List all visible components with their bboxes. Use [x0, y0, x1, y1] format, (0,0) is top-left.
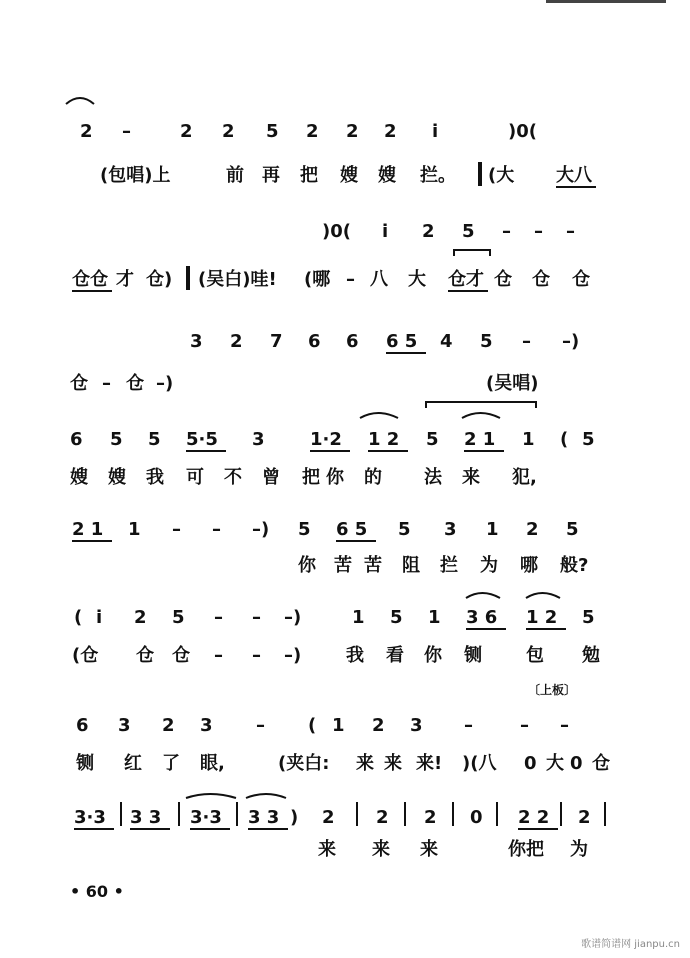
notation-token: (夹白:: [278, 753, 330, 774]
underline-beam: [248, 828, 288, 830]
notation-token: 你: [298, 555, 316, 576]
notation-token: –): [284, 607, 302, 628]
notation-token: 2 2: [518, 807, 550, 828]
notation-token: 嫂: [340, 165, 358, 186]
repeat-barline: [478, 162, 482, 186]
notation-token: 来: [356, 753, 374, 774]
notation-token: –: [346, 269, 355, 290]
underline-beam: [186, 450, 226, 452]
notation-token: –): [252, 519, 270, 540]
notation-token: (: [308, 715, 317, 736]
notation-token: (: [560, 429, 569, 450]
notation-token: 来: [318, 839, 336, 860]
notation-token: 7: [270, 331, 283, 352]
notation-token: (吴唱): [486, 373, 539, 394]
notation-token: 2: [180, 121, 193, 142]
notation-token: 你把: [508, 839, 544, 860]
notation-token: 6: [70, 429, 83, 450]
notation-token: 大: [408, 269, 426, 290]
notation-token: 0: [524, 753, 537, 774]
notation-token: 5: [426, 429, 439, 450]
notation-token: 法: [424, 467, 442, 488]
notation-token: 嫂: [378, 165, 396, 186]
notation-token: 不: [224, 467, 242, 488]
notation-token: 3 6: [466, 607, 498, 628]
notation-token: 仓: [592, 753, 610, 774]
notation-token: 2: [162, 715, 175, 736]
underline-beam: [464, 450, 504, 452]
notation-token: –: [502, 221, 511, 242]
underline-beam: [556, 186, 596, 188]
notation-token: –: [122, 121, 131, 142]
notation-token: 把: [300, 165, 318, 186]
notation-token: i: [96, 607, 103, 628]
notation-token: 6: [308, 331, 321, 352]
notation-token: 仓才: [448, 269, 484, 290]
underline-beam: [74, 828, 114, 830]
notation-token: 大: [546, 753, 564, 774]
notation-token: 5: [582, 607, 595, 628]
notation-token: ): [290, 807, 299, 828]
notation-token: 6: [76, 715, 89, 736]
notation-token: –): [284, 645, 302, 666]
underline-beam: [526, 628, 566, 630]
barline: [452, 802, 454, 826]
notation-token: 3: [444, 519, 457, 540]
barline: [404, 802, 406, 826]
notation-token: 5: [298, 519, 311, 540]
notation-token: 仓: [572, 269, 590, 290]
notation-token: 仓: [70, 373, 88, 394]
notation-token: 1: [332, 715, 345, 736]
notation-token: 2: [222, 121, 235, 142]
page-number: • 60 •: [70, 882, 124, 901]
notation-token: 前: [226, 165, 244, 186]
notation-token: 3: [190, 331, 203, 352]
underline-beam: [386, 352, 426, 354]
notation-token: 2: [422, 221, 435, 242]
notation-token: 1: [352, 607, 365, 628]
notation-token: 把: [302, 467, 320, 488]
notation-token: 嫂: [70, 467, 88, 488]
notation-token: 仓仓: [72, 269, 108, 290]
underline-beam: [518, 828, 558, 830]
notation-token: 3: [252, 429, 265, 450]
underline-beam: [72, 540, 112, 542]
notation-token: 5·5: [186, 429, 218, 450]
notation-token: –: [212, 519, 221, 540]
notation-token: (包唱)上: [100, 165, 171, 186]
notation-token: 哪: [520, 555, 538, 576]
underline-beam: [466, 628, 506, 630]
notation-token: 勉: [582, 645, 600, 666]
notation-token: 我: [346, 645, 364, 666]
notation-token: 来: [420, 839, 438, 860]
notation-token: )(八: [462, 753, 497, 774]
notation-token: (大: [488, 165, 515, 186]
notation-token: –): [562, 331, 580, 352]
barline: [236, 802, 238, 826]
top-edge-line: [546, 0, 666, 3]
notation-token: 2: [372, 715, 385, 736]
barline: [560, 802, 562, 826]
notation-token: 来: [372, 839, 390, 860]
notation-token: 苦: [334, 555, 352, 576]
underline-beam: [130, 828, 170, 830]
notation-token: 为: [480, 555, 498, 576]
notation-token: 来: [462, 467, 480, 488]
notation-token: 仓: [126, 373, 144, 394]
notation-token: 1·2: [310, 429, 342, 450]
watermark: 歌谱简谱网 jianpu.cn: [581, 939, 680, 950]
notation-token: 3 3: [248, 807, 280, 828]
notation-token: 铡: [76, 753, 94, 774]
underline-beam: [72, 290, 112, 292]
notation-token: 仓): [146, 269, 173, 290]
notation-token: 般?: [560, 555, 589, 576]
notation-token: )0(: [322, 221, 351, 242]
notation-token: 3·3: [190, 807, 222, 828]
notation-token: 3: [118, 715, 131, 736]
notation-token: 可: [186, 467, 204, 488]
notation-token: 曾: [262, 467, 280, 488]
notation-token: 6 5: [386, 331, 418, 352]
notation-token: 红: [124, 753, 142, 774]
notation-token: 1: [428, 607, 441, 628]
notation-token: 阻: [402, 555, 420, 576]
notation-token: 来!: [416, 753, 443, 774]
notation-token: 拦。: [420, 165, 456, 186]
notation-token: 2: [134, 607, 147, 628]
notation-token: 我: [146, 467, 164, 488]
notation-token: 5: [582, 429, 595, 450]
notation-token: 0: [570, 753, 583, 774]
notation-token: 仓: [172, 645, 190, 666]
notation-token: 犯,: [512, 467, 537, 488]
notation-token: i: [432, 121, 439, 142]
notation-token: 苦: [364, 555, 382, 576]
notation-token: 来: [384, 753, 402, 774]
notation-token: 2: [80, 121, 93, 142]
notation-token: –: [560, 715, 569, 736]
notation-token: 3 3: [130, 807, 162, 828]
notation-token: )0(: [508, 121, 537, 142]
notation-token: –: [522, 331, 531, 352]
notation-token: 仓: [494, 269, 512, 290]
notation-token: (: [74, 607, 83, 628]
notation-token: 6 5: [336, 519, 368, 540]
barline: [120, 802, 122, 826]
notation-token: 仓: [532, 269, 550, 290]
notation-token: 5: [172, 607, 185, 628]
notation-token: –: [520, 715, 529, 736]
notation-token: 嫂: [108, 467, 126, 488]
notation-token: 2: [230, 331, 243, 352]
notation-token: 3: [410, 715, 423, 736]
notation-token: 2 1: [464, 429, 496, 450]
notation-token: 1: [128, 519, 141, 540]
notation-token: 铡: [464, 645, 482, 666]
notation-token: 了: [162, 753, 180, 774]
notation-token: –: [534, 221, 543, 242]
notation-token: –: [172, 519, 181, 540]
notation-token: 仓: [136, 645, 154, 666]
notation-token: –: [214, 645, 223, 666]
notation-token: 再: [262, 165, 280, 186]
notation-token: 2: [306, 121, 319, 142]
notation-token: 5: [266, 121, 279, 142]
notation-token: 2: [526, 519, 539, 540]
notation-token: 1 2: [526, 607, 558, 628]
notation-token: 2: [376, 807, 389, 828]
notation-token: 的: [364, 467, 382, 488]
notation-token: 5: [398, 519, 411, 540]
notation-token: 大八: [556, 165, 592, 186]
notation-token: 2: [384, 121, 397, 142]
notation-token: –: [102, 373, 111, 394]
notation-token: 为: [570, 839, 588, 860]
notation-token: 0: [470, 807, 483, 828]
notation-token: (哪: [304, 269, 331, 290]
notation-token: 2: [322, 807, 335, 828]
section-tag: 〔上板〕: [528, 683, 577, 697]
notation-token: 你: [326, 467, 344, 488]
notation-token: 1: [486, 519, 499, 540]
underline-beam: [368, 450, 408, 452]
notation-token: –: [252, 645, 261, 666]
notation-token: 2 1: [72, 519, 104, 540]
notation-token: –: [566, 221, 575, 242]
notation-token: 2: [346, 121, 359, 142]
notation-token: –: [252, 607, 261, 628]
notation-token: 1: [522, 429, 535, 450]
barline: [178, 802, 180, 826]
underline-beam: [336, 540, 376, 542]
notation-token: 八: [370, 269, 388, 290]
notation-token: 6: [346, 331, 359, 352]
barline: [356, 802, 358, 826]
notation-token: 3·3: [74, 807, 106, 828]
notation-token: 才: [116, 269, 134, 290]
notation-token: 2: [578, 807, 591, 828]
notation-token: –): [156, 373, 174, 394]
notation-token: 眼,: [200, 753, 225, 774]
notation-token: 5: [148, 429, 161, 450]
notation-token: 5: [480, 331, 493, 352]
notation-token: 2: [424, 807, 437, 828]
barline: [496, 802, 498, 826]
notation-token: 拦: [440, 555, 458, 576]
notation-token: 你: [424, 645, 442, 666]
underline-beam: [190, 828, 230, 830]
notation-token: 3: [200, 715, 213, 736]
notation-token: (仓: [72, 645, 99, 666]
notation-token: –: [256, 715, 265, 736]
notation-token: –: [214, 607, 223, 628]
notation-token: 5: [390, 607, 403, 628]
notation-token: 看: [386, 645, 404, 666]
underline-beam: [448, 290, 488, 292]
notation-token: –: [464, 715, 473, 736]
notation-token: 4: [440, 331, 453, 352]
notation-token: (吴白)哇!: [198, 269, 277, 290]
barline: [604, 802, 606, 826]
underline-beam: [310, 450, 350, 452]
repeat-barline: [186, 266, 190, 290]
notation-token: 5: [462, 221, 475, 242]
notation-token: i: [382, 221, 389, 242]
notation-token: 5: [566, 519, 579, 540]
notation-token: 1 2: [368, 429, 400, 450]
notation-token: 5: [110, 429, 123, 450]
notation-token: 包: [526, 645, 544, 666]
